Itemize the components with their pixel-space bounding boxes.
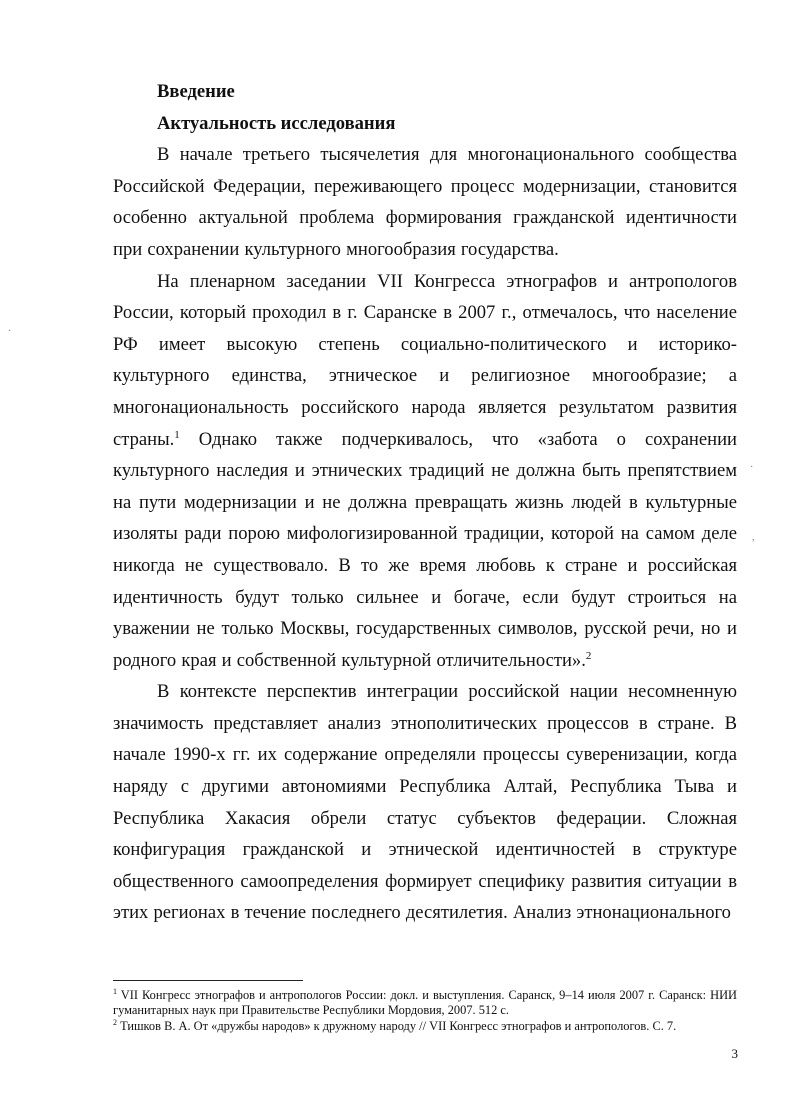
scan-speck: · — [750, 462, 754, 473]
footnote-ref-2: 2 — [585, 649, 592, 662]
scan-speck: · — [8, 326, 12, 337]
paragraph-3: В контексте перспектив интеграции российской нации несомненную значимость представляет анализ этнополитических процессов в стране. В начале 1990-х гг. их содержание определяли процессы суверенизации, когда наряду с другими автономиями Республика Алтай, Республика Тыва и Республика Хакасия обрели статус субъектов федерации. Сложная конфигурация гражданской и этнической идентичностей в структуре общественного самоопределения формирует специфику развития ситуации в этих регионах в течение последнего десятилетия. Анализ этнонационального — [113, 681, 737, 924]
paragraph-1: В начале третьего тысячелетия для многонационального сообщества Российской Федерации, переживающего процесс модернизации, становится особенно актуальной проблема формирования гражданской идентичности при сохранении культурного многообразия государства. — [113, 144, 737, 260]
body-text — [113, 76, 737, 929]
heading-introduction: Введение — [157, 81, 235, 102]
paragraph-2-part-2: Однако также подчеркивалось, что «забота о сохранении культурного наследия и этнических традиций не должна быть препятствием на пути модернизации и не должна превращать жизнь людей в культурные изоляты ради порою мифологизированной традиции, которой на самом деле никогда не существовало. В то же время любовь к стране и российская идентичность будут только сильнее и богаче, если будут строиться на уважении не только Москвы, государственных символов, русской речи, но и родного края и собственной культурной отличительности». — [113, 428, 737, 671]
paragraph-2-part-1: На пленарном заседании VII Конгресса этнографов и антропологов России, который проходил в г. Саранске в 2007 г., отмечалось, что население РФ имеет высокую степень социально-политического и историко-культурного единства, этническое и религиозное многообразие; а многонациональность российского народа является результатом развития страны. — [113, 270, 737, 450]
footnote-2 — [113, 1019, 737, 1034]
footnote-number-1: 1 — [113, 986, 117, 996]
footnote-ref-1: 1 — [174, 428, 180, 441]
page-number: 3 — [731, 1046, 738, 1061]
scan-speck: , — [752, 532, 755, 543]
footnote-text-1: VII Конгресс этнографов и антропологов России: докл. и выступления. Саранск, 9–14 июля 2007 г. Саранск: НИИ гуманитарных наук при Правительстве Республики Мордовия, 2007. 512 с. — [113, 988, 737, 1018]
footnote-separator — [113, 980, 303, 981]
footnote-text-2: Тишков В. А. От «дружбы народов» к дружному народу // VII Конгресс этнографов и антропологов. С. 7. — [117, 1018, 677, 1033]
footnote-1 — [113, 988, 737, 1019]
footnotes — [113, 988, 737, 1034]
footnote-number-2: 2 — [113, 1017, 117, 1027]
paragraph-2 — [113, 266, 737, 677]
heading-relevance: Актуальность исследования — [157, 112, 396, 134]
